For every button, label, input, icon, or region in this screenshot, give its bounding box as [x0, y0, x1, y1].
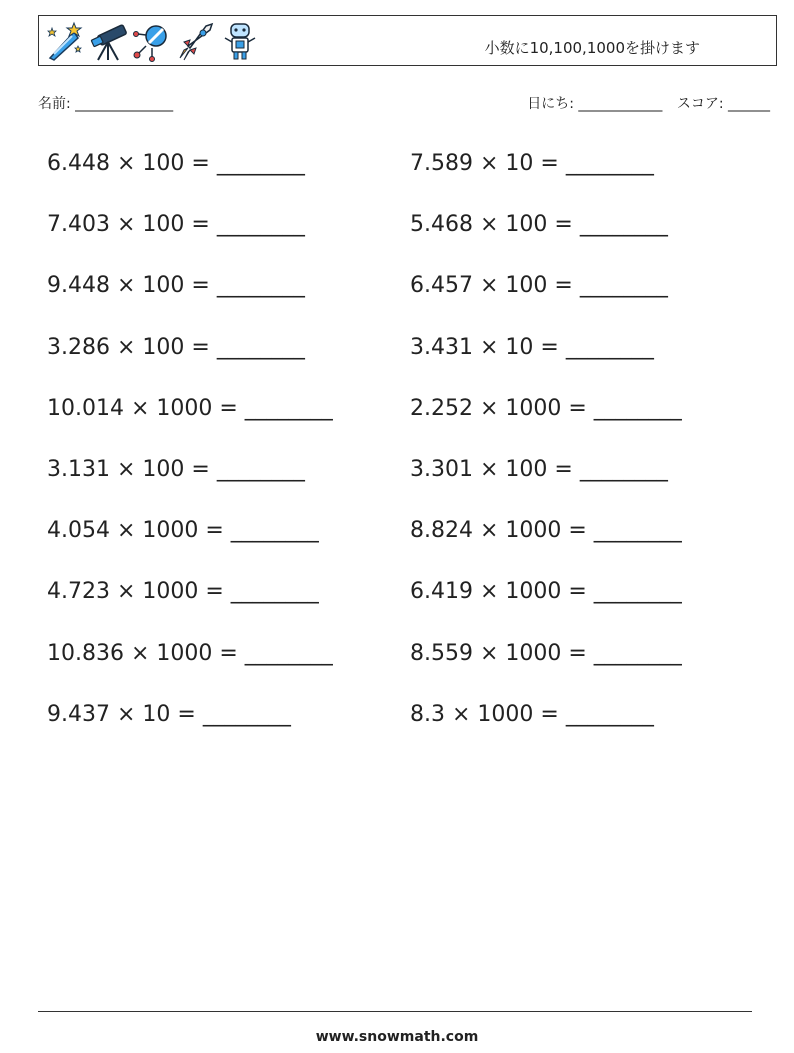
problem-item: 10.836 × 1000 = ________: [47, 640, 333, 666]
header-icons: [44, 20, 260, 62]
problem-item: 3.431 × 10 = ________: [410, 334, 654, 360]
problem-grid: [47, 148, 767, 760]
footer-divider: [38, 1011, 752, 1012]
problem-item: 7.403 × 100 = ________: [47, 212, 305, 238]
problem-item: 6.419 × 1000 = ________: [410, 579, 682, 605]
date-field: 日にち: ____________: [527, 96, 663, 112]
problem-item: 9.437 × 10 = ________: [47, 701, 291, 727]
comet-icon: [44, 20, 84, 62]
problem-item: 4.054 × 1000 = ________: [47, 518, 319, 544]
footer-url: www.snowmath.com: [315, 1029, 479, 1045]
date-score-fields: [527, 93, 770, 113]
worksheet-header: [38, 15, 777, 66]
name-field: 名前: ______________: [38, 96, 174, 112]
satellite-icon: [132, 20, 172, 62]
problem-item: 9.448 × 100 = ________: [47, 273, 305, 299]
problem-item: 3.286 × 100 = ________: [47, 334, 305, 360]
problem-item: 8.824 × 1000 = ________: [410, 518, 682, 544]
problem-item: 6.448 × 100 = ________: [47, 151, 305, 176]
problem-item: 3.131 × 100 = ________: [47, 456, 305, 482]
worksheet-title: 小数に10,100,1000を掛けます: [484, 39, 700, 57]
problem-item: 10.014 × 1000 = ________: [47, 395, 333, 421]
problem-item: 6.457 × 100 = ________: [410, 273, 668, 299]
problem-item: 7.589 × 10 = ________: [410, 151, 654, 176]
telescope-icon: [88, 20, 128, 62]
score-field: スコア: ______: [676, 96, 770, 112]
problem-item: 8.559 × 1000 = ________: [410, 640, 682, 666]
problem-item: 3.301 × 100 = ________: [410, 456, 668, 482]
problem-item: 5.468 × 100 = ________: [410, 212, 668, 238]
rocket-icon: [176, 20, 216, 62]
robot-icon: [220, 20, 260, 62]
problem-item: 4.723 × 1000 = ________: [47, 579, 319, 605]
problem-item: 2.252 × 1000 = ________: [410, 395, 682, 421]
problem-item: 8.3 × 1000 = ________: [410, 701, 654, 727]
